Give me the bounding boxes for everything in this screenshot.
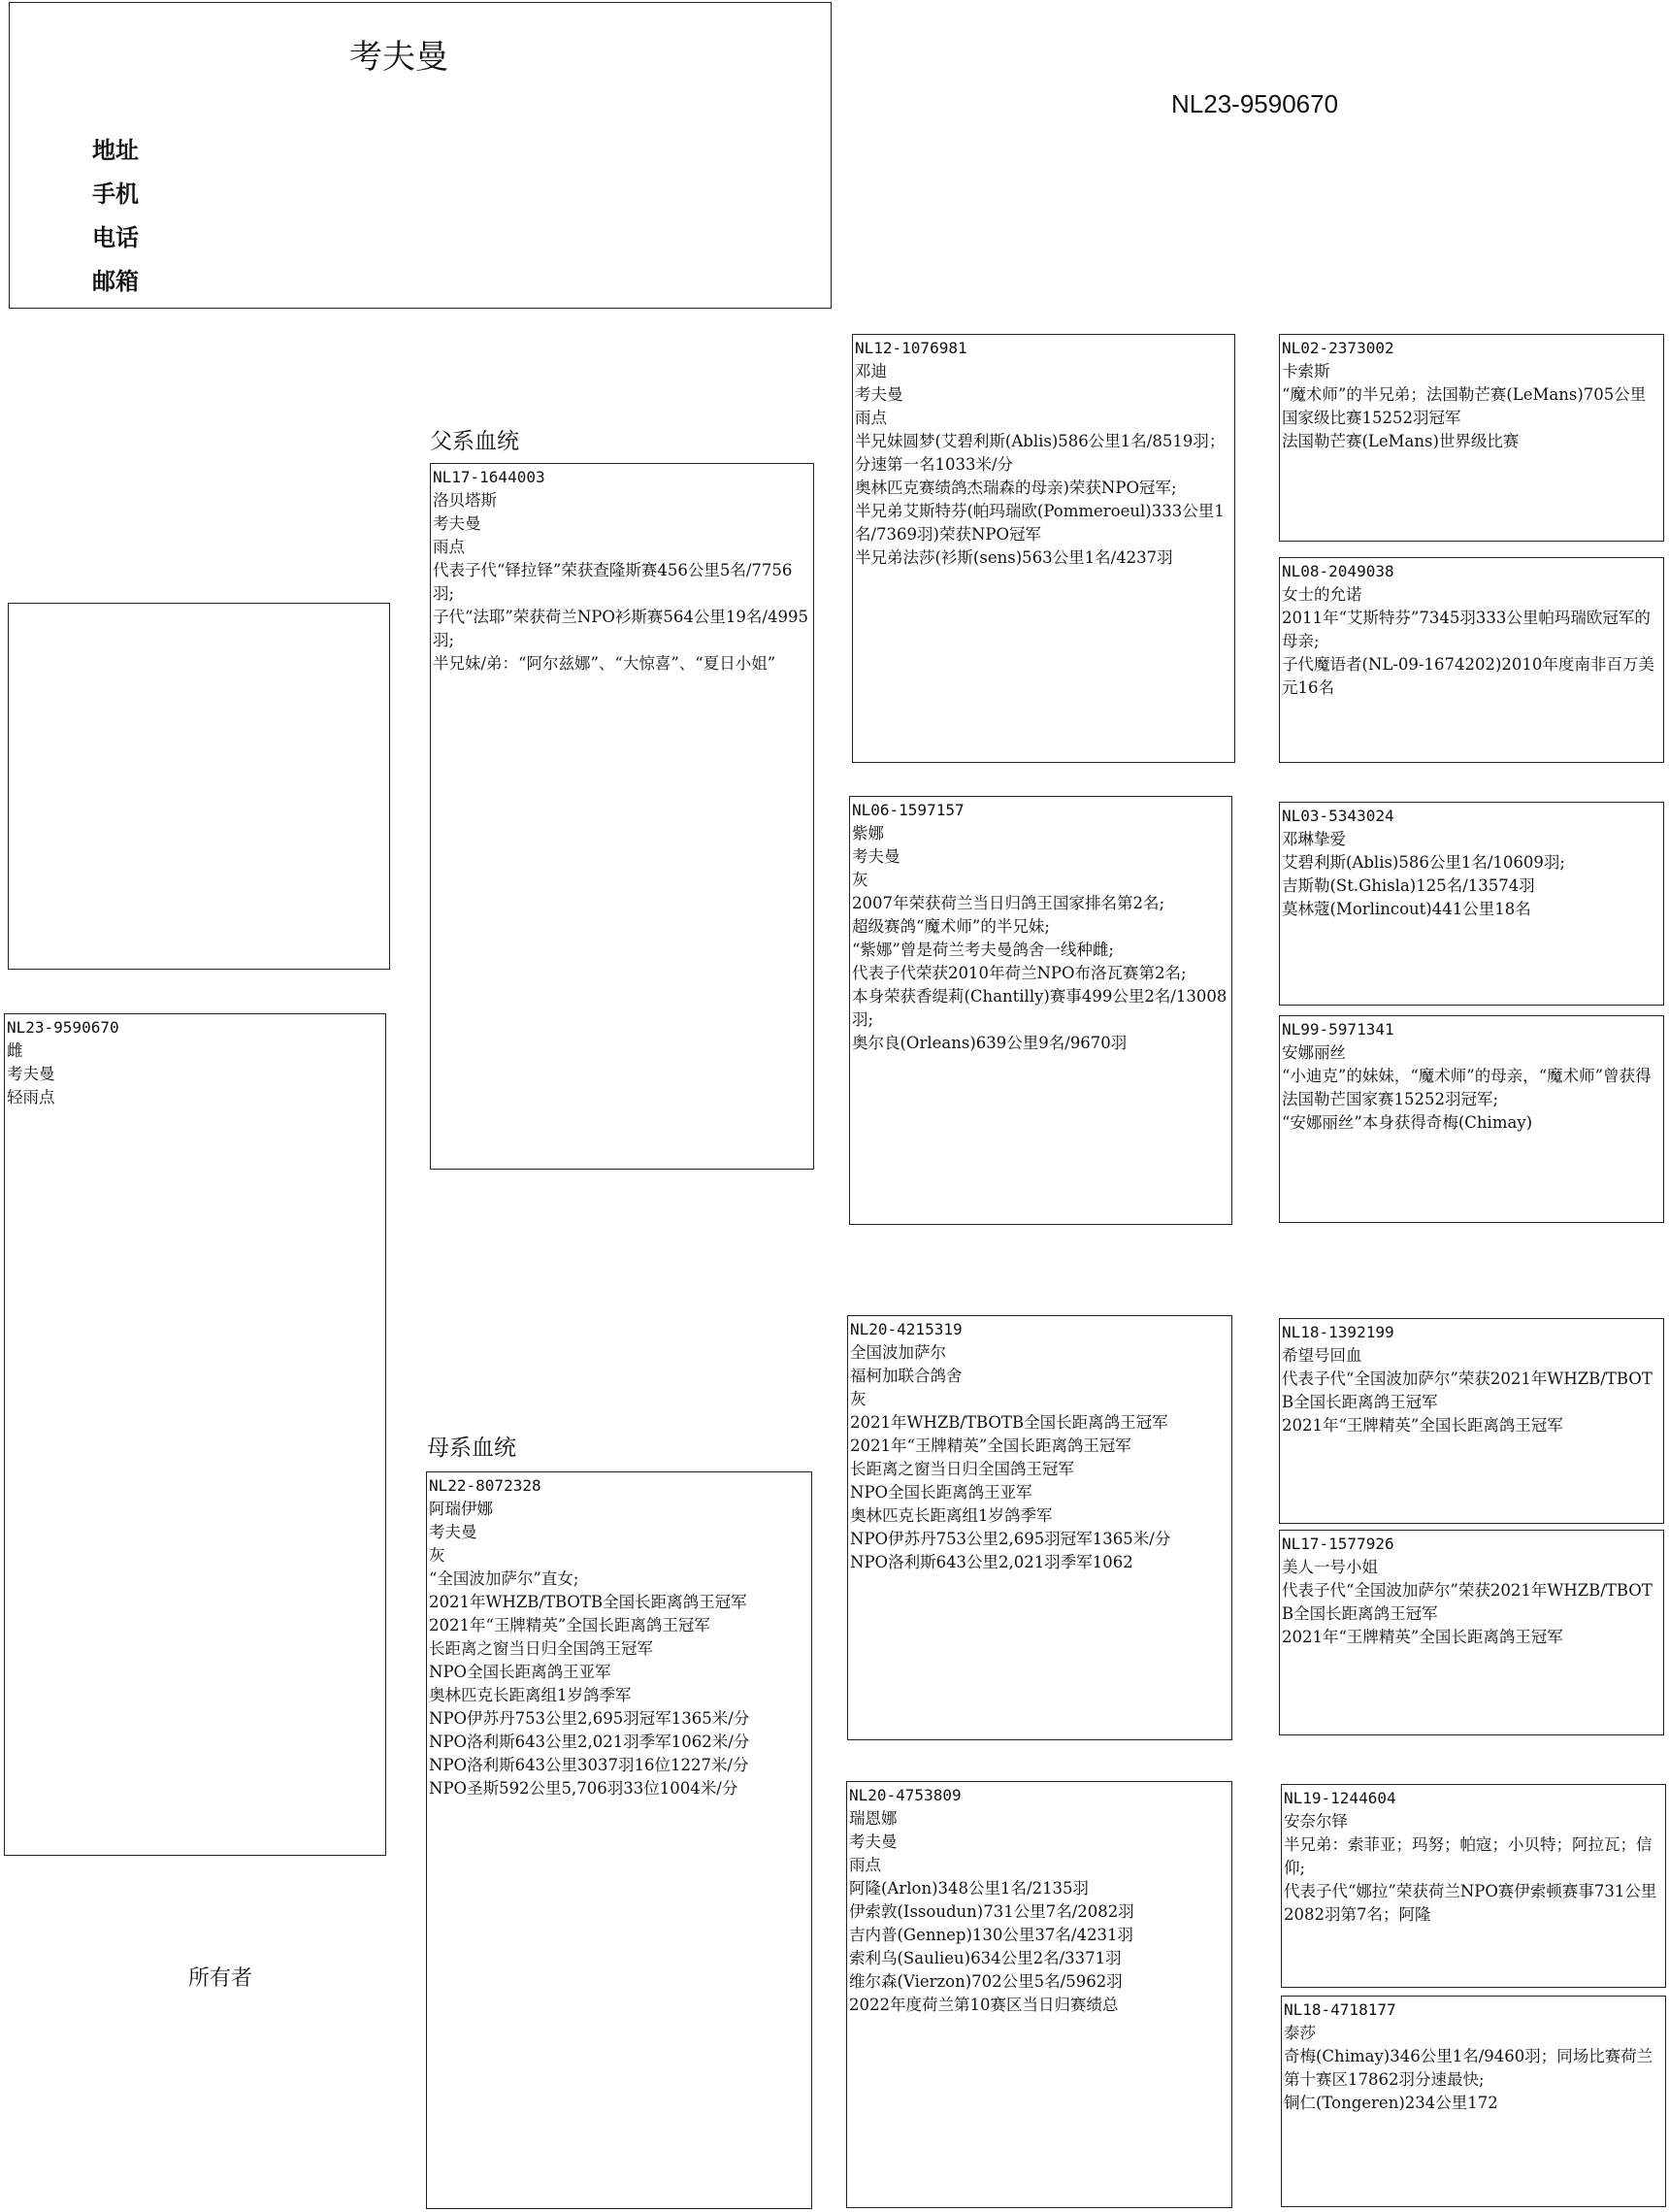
card-line: 奥林匹克长距离组1岁鸽季军 [429, 1686, 632, 1704]
card-line: 子代“法耶”荣获荷兰NPO衫斯赛564公里19名/4995羽; [433, 608, 808, 649]
great-grandparent-card [1279, 334, 1664, 542]
card-line: NPO洛利斯643公里2,021羽季军1062 [850, 1553, 1133, 1571]
contact-list [92, 129, 139, 304]
card-line: 铜仁(Tongeren)234公里172 [1284, 2094, 1498, 2112]
ring-number: NL20-4753809 [849, 1786, 962, 1804]
dam-card [426, 1471, 812, 2209]
card-line: 2021年WHZB/TBOTB全国长距离鸽王冠军 [429, 1593, 747, 1611]
card-line: 考夫曼 [852, 847, 900, 866]
card-line: 安娜丽丝 [1282, 1043, 1346, 1062]
phone-label: 电话 [92, 224, 139, 251]
card-line: 雌 [7, 1041, 23, 1060]
great-grandparent-card [1279, 1530, 1664, 1735]
card-line: 安奈尔铎 [1284, 1812, 1348, 1831]
header-ring-number: NL23-9590670 [1171, 89, 1339, 118]
card-line: 2021年WHZB/TBOTB全国长距离鸽王冠军 [850, 1413, 1168, 1432]
great-grandparent-card [1279, 557, 1664, 763]
ring-number: NL19-1244604 [1284, 1789, 1396, 1807]
header-box [9, 2, 832, 309]
card-line: 半兄妹/弟：“阿尔兹娜”、“大惊喜”、“夏日小姐” [433, 654, 776, 673]
ring-number: NL08-2049038 [1282, 562, 1394, 580]
ring-number: NL18-4718177 [1284, 2000, 1396, 2019]
card-line: 半兄弟法莎(衫斯(sens)563公里1名/4237羽 [855, 548, 1173, 567]
ring-number: NL12-1076981 [855, 339, 967, 357]
card-line: 代表子代“娜拉”荣获荷兰NPO赛伊索顿赛事731公里2082羽第7名；阿隆 [1284, 1882, 1657, 1924]
card-line: 瑞恩娜 [849, 1809, 898, 1828]
card-line: NPO圣斯592公里5,706羽33位1004米/分 [429, 1779, 738, 1798]
card-line: 考夫曼 [7, 1065, 55, 1083]
card-line: 吉斯勒(St.Ghisla)125名/13574羽 [1282, 876, 1535, 895]
card-line: 代表子代“全国波加萨尔”荣获2021年WHZB/TBOTB全国长距离鸽王冠军 [1282, 1581, 1653, 1623]
card-line: 雨点 [849, 1856, 881, 1874]
card-line: 子代魔语者(NL-09-1674202)2010年度南非百万美元16名 [1282, 655, 1654, 697]
subject-card [4, 1013, 386, 1856]
card-line: 考夫曼 [433, 514, 481, 533]
card-line: 2021年“王牌精英”全国长距离鸽王冠军 [1282, 1628, 1563, 1646]
card-line: 泰莎 [1284, 2024, 1316, 2042]
card-line: 邓琳挚爱 [1282, 830, 1346, 848]
card-line: 2021年“王牌精英”全国长距离鸽王冠军 [429, 1616, 710, 1634]
ring-number: NL20-4215319 [850, 1320, 963, 1338]
card-line: 奥尔良(Orleans)639公里9名/9670羽 [852, 1034, 1128, 1052]
ring-number: NL17-1577926 [1282, 1535, 1394, 1553]
card-line: 轻雨点 [7, 1088, 55, 1106]
breeder-name: 考夫曼 [349, 38, 448, 77]
card-line: 维尔森(Vierzon)702公里5名/5962羽 [849, 1972, 1123, 1991]
card-line: 灰 [852, 871, 868, 889]
card-line: 洛贝塔斯 [433, 491, 497, 510]
card-line: 半兄弟：索菲亚；玛努；帕寇；小贝特；阿拉瓦；信仰; [1284, 1835, 1653, 1877]
card-line: 超级赛鸽“魔术师”的半兄妹; [852, 917, 1050, 936]
card-line: “紫娜”曾是荷兰考夫曼鸽舍一线种雌; [852, 941, 1114, 959]
card-line: 莫林蔻(Morlincout)441公里18名 [1282, 900, 1531, 918]
card-line: 阿隆(Arlon)348公里1名/2135羽 [849, 1879, 1090, 1898]
great-grandparent-card [1279, 1015, 1664, 1223]
card-line: 2022年度荷兰第10赛区当日归赛绩总 [849, 1996, 1119, 2014]
sire-card [430, 463, 814, 1170]
granddam-maternal-card [846, 1781, 1232, 2208]
card-line: 希望号回血 [1282, 1346, 1362, 1365]
card-line: NPO洛利斯643公里2,021羽季军1062米/分 [429, 1733, 750, 1751]
email-label: 邮箱 [92, 268, 139, 295]
ring-number: NL23-9590670 [7, 1018, 119, 1037]
card-line: 紫娜 [852, 824, 884, 842]
owner-label: 所有者 [188, 1966, 253, 1991]
great-grandparent-card [1281, 1996, 1666, 2207]
card-line: 卡索斯 [1282, 362, 1330, 380]
card-line: NPO全国长距离鸽王亚军 [850, 1483, 1032, 1502]
card-line: 考夫曼 [855, 385, 903, 404]
card-line: “全国波加萨尔”直女; [429, 1569, 579, 1588]
card-line: 2007年荣获荷兰当日归鸽王国家排名第2名; [852, 894, 1165, 912]
card-line: 阿瑞伊娜 [429, 1500, 493, 1518]
card-line: 奥林匹克赛绩鸽杰瑞森的母亲)荣获NPO冠军; [855, 479, 1177, 497]
card-line: NPO伊苏丹753公里2,695羽冠军1365米/分 [429, 1709, 750, 1728]
card-line: 艾碧利斯(Ablis)586公里1名/10609羽; [1282, 853, 1565, 872]
mobile-label: 手机 [92, 181, 139, 208]
card-line: 雨点 [433, 538, 465, 556]
card-line: 奇梅(Chimay)346公里1名/9460羽；同场比赛荷兰第十赛区17862羽分速最快; [1284, 2047, 1653, 2089]
card-line: 奥林匹克长距离组1岁鸽季军 [850, 1506, 1053, 1525]
ring-number: NL22-8072328 [429, 1476, 541, 1495]
card-line: 长距离之窗当日归全国鸽王冠军 [850, 1460, 1074, 1478]
card-line: 吉内普(Gennep)130公里37名/4231羽 [849, 1926, 1133, 1944]
card-line: 半兄妹圆梦(艾碧利斯(Ablis)586公里1名/8519羽；分速第一名1033米/分 [855, 432, 1226, 474]
card-line: “安娜丽丝”本身获得奇梅(Chimay) [1282, 1113, 1533, 1132]
card-line: 代表子代荣获2010年荷兰NPO布洛瓦赛第2名; [852, 964, 1187, 982]
ring-number: NL99-5971341 [1282, 1020, 1394, 1039]
card-line: 法国勒芒赛(LeMans)世界级比赛 [1282, 432, 1520, 450]
card-line: 女士的允诺 [1282, 585, 1362, 604]
card-line: NPO洛利斯643公里3037羽16位1227米/分 [429, 1756, 749, 1774]
card-line: 本身荣获香缇莉(Chantilly)赛事499公里2名/13008羽; [852, 987, 1227, 1029]
granddam-paternal-card [849, 796, 1232, 1225]
card-line: NPO全国长距离鸽王亚军 [429, 1663, 611, 1681]
card-line: NPO伊苏丹753公里2,695羽冠军1365米/分 [850, 1530, 1171, 1548]
ring-number: NL06-1597157 [852, 801, 965, 819]
photo-box [8, 603, 390, 970]
card-line: 灰 [429, 1546, 445, 1565]
card-line: 2021年“王牌精英”全国长距离鸽王冠军 [850, 1436, 1131, 1455]
card-line: 灰 [850, 1390, 867, 1408]
ring-number: NL18-1392199 [1282, 1323, 1394, 1341]
card-line: 考夫曼 [849, 1832, 898, 1851]
card-line: 索利乌(Saulieu)634公里2名/3371羽 [849, 1949, 1122, 1967]
card-line: 邓迪 [855, 362, 887, 380]
great-grandparent-card [1279, 802, 1664, 1006]
sire-line-label: 父系血统 [430, 429, 519, 454]
great-grandparent-card [1281, 1784, 1666, 1988]
dam-line-label: 母系血统 [427, 1436, 516, 1461]
card-line: 代表子代“全国波加萨尔”荣获2021年WHZB/TBOTB全国长距离鸽王冠军 [1282, 1370, 1653, 1411]
card-line: 2021年“王牌精英”全国长距离鸽王冠军 [1282, 1416, 1563, 1435]
address-label: 地址 [92, 137, 139, 164]
grandsire-maternal-card [847, 1315, 1232, 1740]
card-line: 福柯加联合鸽舍 [850, 1367, 963, 1385]
card-line: 半兄弟艾斯特芬(帕玛瑞欧(Pommeroeul)333公里1名/7369羽)荣获NPO冠军 [855, 502, 1225, 544]
card-line: “小迪克”的妹妹，“魔术师”的母亲，“魔术师”曾获得法国勒芒国家赛15252羽冠军; [1282, 1067, 1652, 1108]
card-line: “魔术师”的半兄弟；法国勒芒赛(LeMans)705公里国家级比赛15252羽冠军 [1282, 385, 1647, 427]
ring-number: NL02-2373002 [1282, 339, 1394, 357]
card-line: 考夫曼 [429, 1523, 477, 1541]
ring-number: NL17-1644003 [433, 468, 545, 486]
great-grandparent-card [1279, 1318, 1664, 1524]
card-line: 美人一号小姐 [1282, 1558, 1378, 1576]
card-line: 雨点 [855, 409, 887, 427]
card-line: 伊索敦(Issoudun)731公里7名/2082羽 [849, 1902, 1134, 1921]
ring-number: NL03-5343024 [1282, 807, 1394, 825]
card-line: 全国波加萨尔 [850, 1343, 946, 1362]
card-line: 2011年“艾斯特芬”7345羽333公里帕玛瑞欧冠军的母亲; [1282, 609, 1651, 650]
card-line: 长距离之窗当日归全国鸽王冠军 [429, 1639, 653, 1658]
card-line: 代表子代“铎拉铎”荣获查隆斯赛456公里5名/7756羽; [433, 561, 793, 603]
grandsire-paternal-card [852, 334, 1235, 763]
